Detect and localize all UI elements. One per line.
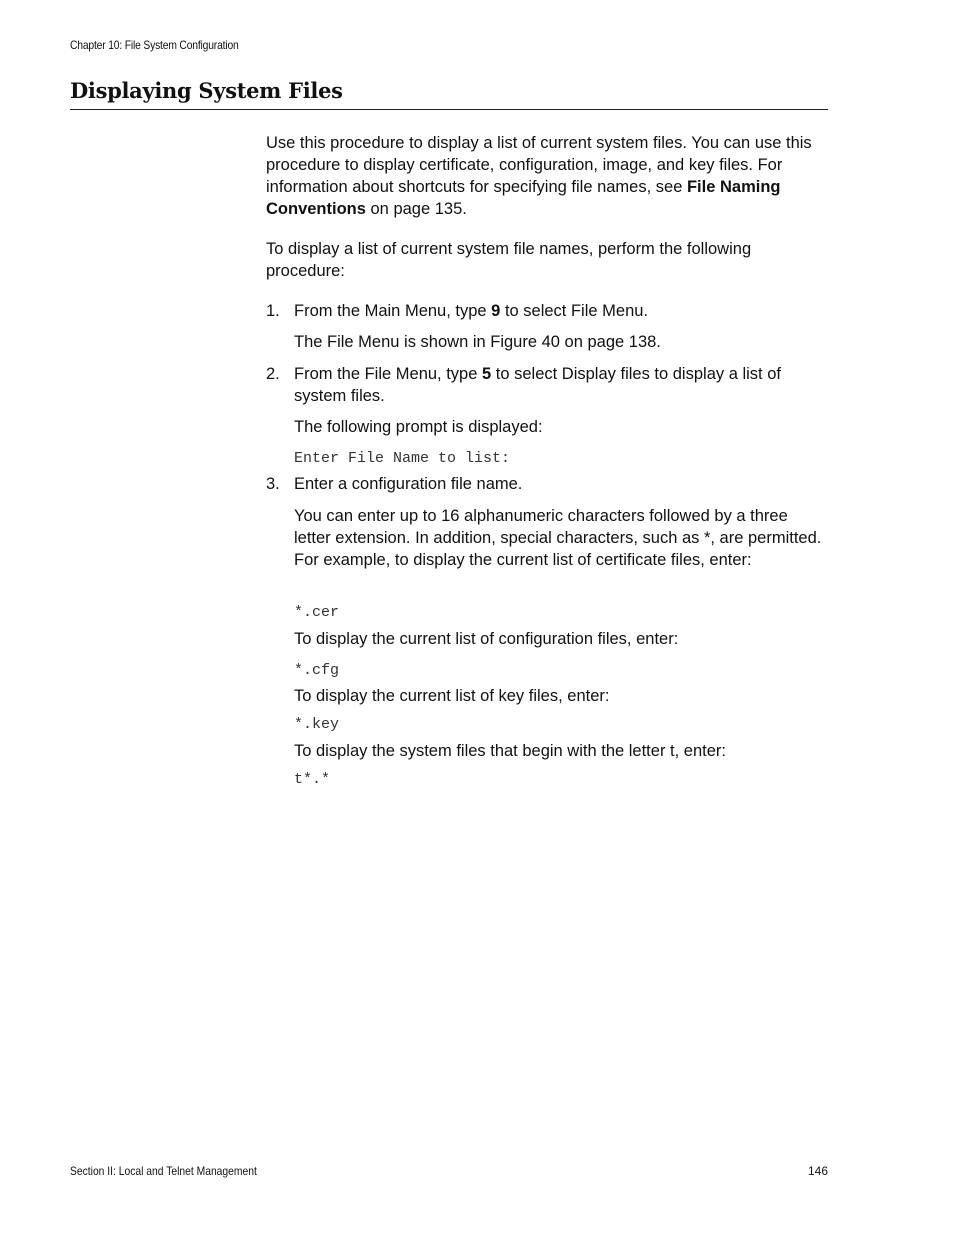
page-number: 146 — [808, 1164, 829, 1178]
code-example: *.cfg — [294, 662, 340, 679]
step-text-post: to select File Menu. — [500, 302, 649, 320]
step-number: 1. — [266, 302, 280, 320]
lead-paragraph: To display a list of current system file names, perform the following procedure: — [266, 240, 752, 280]
intro-text: Use this procedure to display a list of current system files. You can use this procedure to display certificate, configuration, image, and key files. For information about shortcuts for specifying file names, see — [266, 134, 812, 196]
code-example: t*.* — [294, 771, 331, 788]
code-example: *.cer — [294, 604, 340, 621]
menu-key: 5 — [482, 365, 492, 383]
step-note: The following prompt is displayed: — [294, 418, 543, 436]
step-text-post: to select Display files to display a list of system files. — [294, 365, 781, 405]
intro-paragraph — [266, 132, 826, 220]
example-description: To display the current list of configuration files, enter: — [294, 630, 679, 648]
step-text-pre: From the File Menu, type — [294, 365, 482, 383]
step-text — [294, 300, 824, 322]
code-prompt: Enter File Name to list: — [294, 450, 511, 467]
step-text — [294, 363, 824, 407]
intro-text-end: on page 135. — [365, 200, 467, 218]
footer-section: Section II: Local and Telnet Management — [70, 1164, 257, 1178]
cross-reference-link[interactable]: File Naming Conventions — [266, 178, 781, 218]
step-note: The File Menu is shown in Figure 40 on page 138. — [294, 333, 661, 351]
code-example: *.key — [294, 716, 340, 733]
step-text: Enter a configuration file name. — [294, 475, 523, 493]
step-number: 3. — [266, 475, 280, 493]
example-description: To display the system files that begin with the letter t, enter: — [294, 742, 726, 760]
step-note: You can enter up to 16 alphanumeric characters followed by a three letter extension. In addition, special characters, such as *, are permitted. For example, to display the current list of certificate files, enter: — [294, 507, 822, 569]
step-number: 2. — [266, 365, 280, 383]
step-text-pre: From the Main Menu, type — [294, 302, 492, 320]
example-description: To display the current list of key files, enter: — [294, 687, 610, 705]
title-rule — [70, 109, 828, 110]
section-title: Displaying System Files — [70, 78, 343, 103]
running-header: Chapter 10: File System Configuration — [70, 38, 239, 52]
menu-key: 9 — [491, 302, 501, 320]
